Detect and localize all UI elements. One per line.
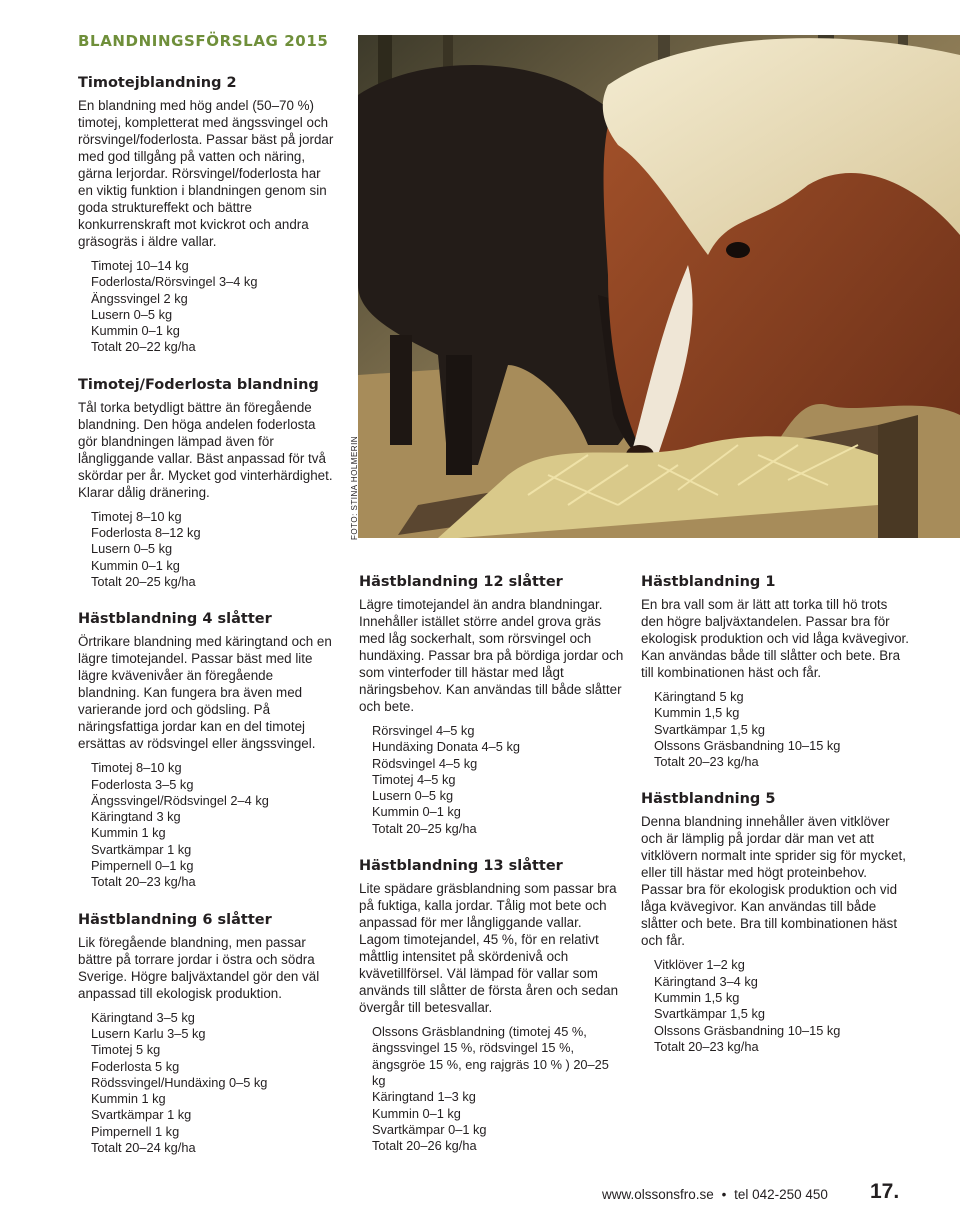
list-item: Pimpernell 1 kg — [91, 1123, 180, 1139]
list-item: Totalt 20–23 kg/ha — [91, 874, 196, 890]
list-item: Käringtand 1–3 kg — [372, 1089, 476, 1105]
section-description: Lite spädare gräsblandning som passar bra på fuktiga, kalla jordar. Tålig mot bete och anpassad för mer långliggande vallar. Lagom timotejandel, 45 %, för en relativt måttlig intensitet på skördenivå och kvävetillförsel. Väl lämpad för vallar som används till slåtter de första åren och sedan övergår till betesvallar. — [359, 881, 619, 1016]
section-hastblandning-13 — [359, 857, 624, 1154]
list-item: Kummin 0–1 kg — [372, 804, 461, 820]
list-item: Totalt 20–24 kg/ha — [91, 1140, 196, 1156]
list-item: Foderlosta/Rörsvingel 3–4 kg — [91, 274, 258, 290]
list-item: Rörsvingel 4–5 kg — [372, 723, 475, 738]
section-timotejblandning-2 — [78, 74, 338, 356]
left-column — [78, 74, 338, 1176]
list-item: Svartkämpar 1 kg — [91, 1107, 192, 1123]
list-item: Svartkämpar 0–1 kg — [372, 1121, 487, 1137]
list-item: Timotej 8–10 kg — [91, 508, 182, 524]
section-hastblandning-5 — [641, 790, 911, 1055]
page-header-title: BLANDNINGSFÖRSLAG 2015 — [78, 32, 329, 50]
list-item: Lusern 0–5 kg — [91, 541, 173, 557]
section-hastblandning-12 — [359, 573, 624, 837]
section-title: Hästblandning 4 slåtter — [78, 611, 272, 628]
seed-list — [91, 509, 338, 590]
seed-list — [91, 1010, 338, 1157]
list-item: Olssons Gräsbandning 10–15 kg — [654, 1022, 841, 1038]
phone-number: tel 042-250 450 — [734, 1187, 828, 1202]
right-column — [641, 573, 911, 1075]
list-item: Lusern 0–5 kg — [372, 788, 454, 804]
list-item: Timotej 4–5 kg — [372, 771, 456, 787]
section-title: Hästblandning 13 slåtter — [359, 858, 563, 875]
section-description: Denna blandning innehåller även vitklöver och är lämplig på jordar där man vet att vitklövern normalt inte sprider sig för mycket, eller till hästar med högt proteinbehov. Passar bra för ekologisk produktion och vid låga kvävegivor. Kan användas till både slåtter och bete. Bra till kombinationen häst och får. — [641, 814, 906, 949]
seed-list — [654, 957, 911, 1055]
seed-list — [372, 1024, 624, 1154]
list-item: Foderlosta 8–12 kg — [91, 525, 201, 541]
list-item: Kummin 1,5 kg — [654, 990, 740, 1006]
list-item: Foderlosta 5 kg — [91, 1058, 180, 1074]
list-item: Kummin 1,5 kg — [654, 705, 740, 721]
list-item: Olssons Gräsblandning (timotej 45 %, ängssvingel 15 %, rödsvingel 15 %, ängsgröe 15 %, eng rajgräs 10 % ) 20–25 kg — [372, 1024, 609, 1088]
horses-feeding-illustration — [358, 35, 960, 538]
section-title: Hästblandning 1 — [641, 574, 776, 590]
list-item: Pimpernell 0–1 kg — [91, 858, 194, 874]
list-item: Totalt 20–22 kg/ha — [91, 339, 196, 355]
photo-credit: FOTO: STINA HOLMERIN — [350, 435, 359, 540]
list-item: Timotej 5 kg — [91, 1042, 161, 1058]
list-item: Totalt 20–26 kg/ha — [372, 1138, 477, 1154]
list-item: Lusern Karlu 3–5 kg — [91, 1025, 206, 1041]
list-item: Kummin 0–1 kg — [91, 323, 180, 339]
seed-list — [91, 258, 338, 356]
list-item: Svartkämpar 1,5 kg — [654, 1006, 765, 1022]
section-hastblandning-6 — [78, 911, 338, 1157]
list-item: Totalt 20–23 kg/ha — [654, 1038, 759, 1054]
list-item: Svartkämpar 1,5 kg — [654, 721, 765, 737]
section-description: Örtrikare blandning med käringtand och en lägre timotejandel. Passar bäst med lite lägre kvävenivåer än föregående blandning. Kan fungera bra även med varierande jord och gödsling. På näringsfattiga jordar kan en del timotej ersättas av rödsvingel eller ängssvingel. — [78, 634, 332, 752]
section-description: En blandning med hög andel (50–70 %) timotej, kompletterat med ängssvingel och rörsvingel/foderlosta. Passar bäst på jordar med god tillgång på vatten och näring, gärna lerjordar. Rörsvingel/foderlosta har en viktig funktion i blandningen genom sin goda struktureffekt och bättre konkurrenskraft mot kvickrot och andra gräsogräs i äldre vallar. — [78, 98, 334, 249]
section-description: Lägre timotejandel än andra blandningar. Innehåller istället större andel grova gräs med låg sockerhalt, som rörsvingel och hundäxing. Passar bra på bördiga jordar och som vinterfoder till hästar med lågt näringsbehov. Kan användas till både slåtter och bete. — [359, 597, 624, 714]
list-item: Totalt 20–23 kg/ha — [654, 754, 759, 770]
section-title: Timotej/Foderlosta blandning — [78, 376, 319, 393]
list-item: Kummin 0–1 kg — [372, 1105, 461, 1121]
list-item: Kummin 1 kg — [91, 1091, 166, 1107]
page-number: 17. — [870, 1180, 900, 1203]
list-item: Ängssvingel 2 kg — [91, 290, 188, 306]
section-description: En bra vall som är lätt att torka till hö trots den högre baljväxtandelen. Passar bra för ekologisk produktion och vid låga kvävegivor. Kan användas både till slåtter och bete. Bra till kombinationen häst och får. — [641, 597, 909, 680]
section-description: Lik föregående blandning, men passar bättre på torrare jordar i östra och södra Sverige. Högre baljväxtandel gör den väl anpassad till ekologisk produktion. — [78, 934, 320, 1001]
seed-list — [91, 760, 338, 890]
list-item: Rödsvingel 4–5 kg — [372, 755, 478, 771]
list-item: Käringtand 3–4 kg — [654, 973, 758, 989]
seed-list — [372, 723, 624, 837]
seed-list — [654, 689, 911, 770]
list-item: Svartkämpar 1 kg — [91, 841, 192, 857]
list-item: Timotej 8–10 kg — [91, 760, 182, 776]
list-item: Käringtand 5 kg — [654, 689, 744, 704]
section-title: Hästblandning 6 slåtter — [78, 911, 272, 928]
list-item: Rödssvingel/Hundäxing 0–5 kg — [91, 1074, 268, 1090]
section-hastblandning-4 — [78, 610, 338, 890]
horses-photo — [358, 35, 960, 538]
list-item: Olssons Gräsbandning 10–15 kg — [654, 737, 841, 753]
list-item: Käringtand 3 kg — [91, 809, 181, 825]
middle-column — [359, 573, 624, 1174]
list-item: Hundäxing Donata 4–5 kg — [372, 739, 520, 755]
section-title: Timotejblandning 2 — [78, 75, 237, 91]
section-title: Hästblandning 12 slåtter — [359, 574, 563, 590]
list-item: Lusern 0–5 kg — [91, 306, 173, 322]
bullet-separator: • — [721, 1187, 727, 1202]
list-item: Käringtand 3–5 kg — [91, 1009, 195, 1025]
list-item: Kummin 0–1 kg — [91, 557, 180, 573]
list-item: Ängssvingel/Rödsvingel 2–4 kg — [91, 792, 269, 808]
section-description: Tål torka betydligt bättre än föregående blandning. Den höga andelen foderlosta gör blandningen lämpad även för långliggande vallar. Bäst anpassad för två skördar per år. Mycket god vinterhärdighet. Klarar dålig dränering. — [78, 399, 333, 500]
website-link[interactable]: www.olssonsfro.se — [602, 1187, 714, 1202]
list-item: Totalt 20–25 kg/ha — [372, 820, 477, 836]
list-item: Foderlosta 3–5 kg — [91, 776, 194, 792]
list-item: Timotej 10–14 kg — [91, 258, 189, 273]
footer-contact — [602, 1187, 828, 1202]
list-item: Vitklöver 1–2 kg — [654, 957, 745, 973]
list-item: Totalt 20–25 kg/ha — [91, 573, 196, 589]
section-timotej-foderlosta — [78, 376, 338, 590]
section-title: Hästblandning 5 — [641, 791, 776, 808]
section-hastblandning-1 — [641, 573, 911, 770]
list-item: Kummin 1 kg — [91, 825, 166, 841]
